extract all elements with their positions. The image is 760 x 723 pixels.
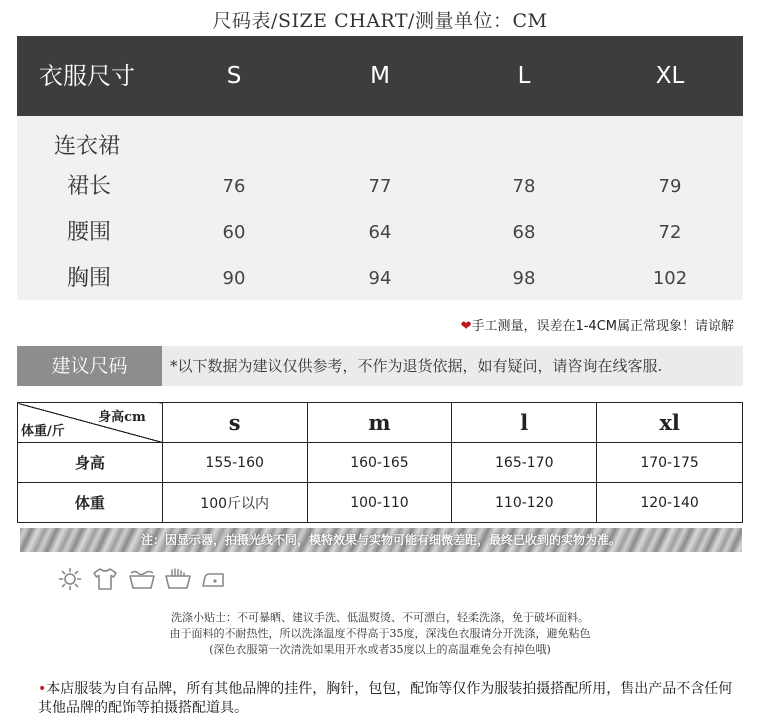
- cell-value: 170-175: [597, 443, 743, 483]
- table-row: [18, 443, 743, 483]
- size-xl-header: XL: [655, 63, 685, 89]
- cell-value: 155-160: [162, 443, 307, 483]
- cell-value: 110-120: [452, 483, 597, 523]
- cell-value: 100-110: [307, 483, 452, 523]
- cell-value: 120-140: [597, 483, 743, 523]
- cell-value: 94: [368, 268, 392, 289]
- table-row: [18, 483, 743, 523]
- row-label: 裙长: [67, 174, 112, 199]
- brand-notice-text: 本店服装为自有品牌，所有其他品牌的挂件，胸针，包包，配饰等仅作为服装拍摄搭配所用，售出产品不含任何其他品牌的配饰等拍摄搭配道具。: [38, 681, 733, 716]
- table-row: [18, 403, 743, 443]
- sun-icon: [58, 567, 82, 591]
- size-s-header: s: [162, 403, 307, 443]
- cell-value: 102: [652, 268, 688, 289]
- size-l-header: l: [452, 403, 597, 443]
- brand-notice: [38, 680, 743, 718]
- corner-weight-label: 体重/斤: [21, 424, 65, 439]
- size-chart-panel: [17, 36, 743, 300]
- cell-value: 160-165: [307, 443, 452, 483]
- size-m-header: m: [307, 403, 452, 443]
- section-label-dress: 连衣裙: [54, 134, 121, 159]
- bullet-dot: •: [38, 681, 47, 697]
- cell-value: 90: [222, 268, 246, 289]
- tips-line-1: 洗涤小贴士：不可暴晒、建议手洗、低温熨烫、不可漂白，轻柔洗涤，免于破坏面料。: [171, 611, 589, 624]
- cell-value: 78: [512, 176, 536, 197]
- washing-tips: [0, 610, 760, 658]
- cell-value: 100斤以内: [162, 483, 307, 523]
- table-row: [17, 210, 743, 256]
- row-label: 身高: [18, 443, 163, 483]
- disclaimer-banner: 注：因显示器，拍摄光线不同，模特效果与实物可能有细微差距，最终已收到的实物为准。: [20, 528, 742, 552]
- size-l-header: L: [517, 63, 531, 89]
- cell-value: 72: [658, 222, 682, 243]
- cell-value: 77: [368, 176, 392, 197]
- cell-value: 68: [512, 222, 536, 243]
- size-chart-header: [17, 36, 743, 116]
- row-label: 腰围: [67, 220, 112, 245]
- advice-bar: [17, 346, 743, 386]
- tips-line-2: 由于面料的不耐热性，所以洗涤温度不得高于35度，深浅色衣服请分开洗涤，避免粘色: [169, 627, 591, 640]
- measurement-note-text: 手工测量，误差在1-4CM属正常现象！请谅解: [471, 319, 734, 334]
- table-row: [17, 164, 743, 210]
- header-label: 衣服尺寸: [39, 62, 135, 90]
- cell-value: 98: [512, 268, 536, 289]
- heart-icon: ❤: [460, 319, 472, 334]
- row-label: 胸围: [67, 266, 112, 291]
- table-row: [17, 256, 743, 302]
- shirt-icon: [92, 567, 118, 591]
- size-xl-header: xl: [597, 403, 743, 443]
- advice-label: 建议尺码: [17, 346, 162, 386]
- row-label: 体重: [18, 483, 163, 523]
- measurement-note: [461, 315, 734, 334]
- advice-note: *以下数据为建议仅供参考，不作为退货依据，如有疑问，请咨询在线客服.: [170, 357, 663, 375]
- cell-value: 64: [368, 222, 392, 243]
- hand-wash-icon: [164, 567, 192, 591]
- cell-value: 79: [658, 176, 682, 197]
- cell-value: 76: [222, 176, 246, 197]
- cell-value: 165-170: [452, 443, 597, 483]
- tips-line-3: (深色衣服第一次清洗如果用开水或者35度以上的高温难免会有掉色哦): [209, 643, 551, 656]
- recommended-size-table: [17, 402, 743, 523]
- size-m-header: M: [370, 63, 390, 89]
- cell-value: 60: [222, 222, 246, 243]
- wash-basin-icon: [128, 567, 156, 591]
- corner-height-label: 身高cm: [98, 410, 146, 425]
- page-title: 尺码表/SIZE CHART/测量单位：CM: [212, 10, 548, 32]
- corner-cell: [18, 403, 163, 443]
- size-s-header: S: [226, 63, 242, 89]
- iron-icon: [200, 567, 226, 591]
